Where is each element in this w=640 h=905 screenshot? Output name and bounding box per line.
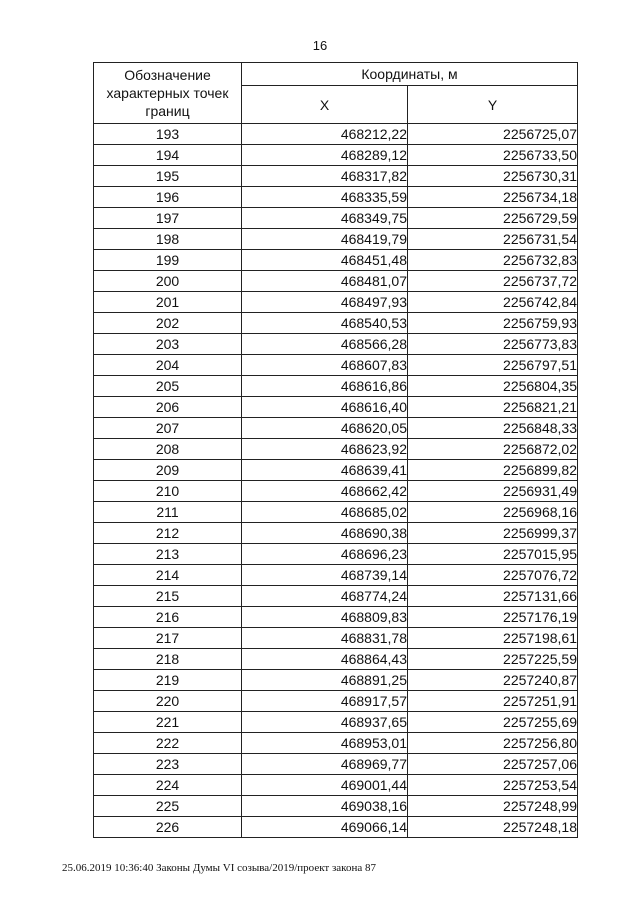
coord-x: 468566,28 (242, 334, 408, 355)
coord-y: 2257176,19 (408, 607, 578, 628)
coord-y: 2257015,95 (408, 544, 578, 565)
coord-x: 468620,05 (242, 418, 408, 439)
table-row (94, 565, 578, 586)
table-row (94, 439, 578, 460)
coord-x: 469038,16 (242, 796, 408, 817)
point-number: 219 (94, 670, 242, 691)
coord-y: 2256742,84 (408, 292, 578, 313)
coord-y: 2256730,31 (408, 166, 578, 187)
coord-y: 2256725,07 (408, 124, 578, 145)
table-row (94, 292, 578, 313)
coord-x: 468607,83 (242, 355, 408, 376)
coord-y: 2256804,35 (408, 376, 578, 397)
table-row (94, 502, 578, 523)
coord-x: 468685,02 (242, 502, 408, 523)
table-row (94, 544, 578, 565)
coord-x: 468616,86 (242, 376, 408, 397)
point-number: 208 (94, 439, 242, 460)
table-row (94, 628, 578, 649)
coord-x: 468831,78 (242, 628, 408, 649)
coord-x: 468317,82 (242, 166, 408, 187)
coord-y: 2257225,59 (408, 649, 578, 670)
point-number: 205 (94, 376, 242, 397)
coord-y: 2256729,59 (408, 208, 578, 229)
coord-x: 468953,01 (242, 733, 408, 754)
coord-y: 2257248,18 (408, 817, 578, 838)
coord-x: 468616,40 (242, 397, 408, 418)
coord-x: 468639,41 (242, 460, 408, 481)
coord-y: 2256931,49 (408, 481, 578, 502)
table-row (94, 124, 578, 145)
point-number: 195 (94, 166, 242, 187)
point-number: 206 (94, 397, 242, 418)
point-number: 226 (94, 817, 242, 838)
coord-y: 2257251,91 (408, 691, 578, 712)
coord-y: 2256797,51 (408, 355, 578, 376)
table-row (94, 523, 578, 544)
coord-y: 2256732,83 (408, 250, 578, 271)
table-row (94, 649, 578, 670)
point-number: 197 (94, 208, 242, 229)
coord-y: 2256734,18 (408, 187, 578, 208)
table-row (94, 229, 578, 250)
point-number: 221 (94, 712, 242, 733)
coord-x: 468497,93 (242, 292, 408, 313)
table-row (94, 607, 578, 628)
point-number: 220 (94, 691, 242, 712)
point-number: 203 (94, 334, 242, 355)
coord-x: 468623,92 (242, 439, 408, 460)
coord-y: 2256759,93 (408, 313, 578, 334)
point-number: 193 (94, 124, 242, 145)
table-row (94, 733, 578, 754)
header-x: X (242, 86, 408, 124)
coord-x: 469066,14 (242, 817, 408, 838)
table-row (94, 712, 578, 733)
coord-x: 468481,07 (242, 271, 408, 292)
point-number: 196 (94, 187, 242, 208)
table-row (94, 796, 578, 817)
point-number: 201 (94, 292, 242, 313)
table-row (94, 208, 578, 229)
header-y: Y (408, 86, 578, 124)
table-row (94, 313, 578, 334)
table-row (94, 418, 578, 439)
coord-x: 468937,65 (242, 712, 408, 733)
table-row (94, 334, 578, 355)
point-number: 212 (94, 523, 242, 544)
coord-x: 468690,38 (242, 523, 408, 544)
table-row (94, 271, 578, 292)
coord-y: 2256773,83 (408, 334, 578, 355)
coord-x: 468891,25 (242, 670, 408, 691)
coord-y: 2256872,02 (408, 439, 578, 460)
header-coordinates: Координаты, м (242, 63, 578, 86)
coord-x: 468349,75 (242, 208, 408, 229)
coord-x: 468289,12 (242, 145, 408, 166)
point-number: 194 (94, 145, 242, 166)
table-row (94, 166, 578, 187)
coord-x: 468917,57 (242, 691, 408, 712)
coord-y: 2257131,66 (408, 586, 578, 607)
coord-x: 468540,53 (242, 313, 408, 334)
table-row (94, 460, 578, 481)
table-row (94, 754, 578, 775)
page-number: 16 (312, 38, 328, 53)
table-row (94, 376, 578, 397)
coord-x: 468774,24 (242, 586, 408, 607)
table-row (94, 775, 578, 796)
coord-y: 2256731,54 (408, 229, 578, 250)
coord-y: 2256848,33 (408, 418, 578, 439)
coord-x: 468969,77 (242, 754, 408, 775)
table-row (94, 817, 578, 838)
coord-y: 2256999,37 (408, 523, 578, 544)
point-number: 209 (94, 460, 242, 481)
coord-y: 2256737,72 (408, 271, 578, 292)
coord-y: 2257076,72 (408, 565, 578, 586)
coord-y: 2257198,61 (408, 628, 578, 649)
coord-x: 468335,59 (242, 187, 408, 208)
point-number: 215 (94, 586, 242, 607)
point-number: 202 (94, 313, 242, 334)
point-number: 222 (94, 733, 242, 754)
coord-y: 2257240,87 (408, 670, 578, 691)
coord-x: 468419,79 (242, 229, 408, 250)
point-number: 225 (94, 796, 242, 817)
table-row (94, 250, 578, 271)
coord-x: 468696,23 (242, 544, 408, 565)
point-number: 199 (94, 250, 242, 271)
table-row (94, 355, 578, 376)
point-number: 214 (94, 565, 242, 586)
coord-y: 2256821,21 (408, 397, 578, 418)
table-row (94, 187, 578, 208)
coord-y: 2256968,16 (408, 502, 578, 523)
coord-y: 2256899,82 (408, 460, 578, 481)
coord-y: 2257248,99 (408, 796, 578, 817)
point-number: 198 (94, 229, 242, 250)
table-row (94, 691, 578, 712)
point-number: 217 (94, 628, 242, 649)
coordinates-table (93, 62, 578, 838)
coord-x: 468451,48 (242, 250, 408, 271)
point-number: 204 (94, 355, 242, 376)
point-number: 200 (94, 271, 242, 292)
point-number: 218 (94, 649, 242, 670)
table-body (94, 124, 578, 838)
point-number: 213 (94, 544, 242, 565)
coord-y: 2257255,69 (408, 712, 578, 733)
coord-y: 2257257,06 (408, 754, 578, 775)
point-number: 207 (94, 418, 242, 439)
table-row (94, 670, 578, 691)
coord-x: 468212,22 (242, 124, 408, 145)
point-number: 216 (94, 607, 242, 628)
coord-y: 2257253,54 (408, 775, 578, 796)
table-row (94, 145, 578, 166)
point-number: 223 (94, 754, 242, 775)
point-number: 211 (94, 502, 242, 523)
coord-x: 468864,43 (242, 649, 408, 670)
coord-x: 468809,83 (242, 607, 408, 628)
point-number: 224 (94, 775, 242, 796)
point-number: 210 (94, 481, 242, 502)
header-point-designation: Обозначение характерных точек границ (94, 63, 242, 124)
table-row (94, 397, 578, 418)
coord-x: 468662,42 (242, 481, 408, 502)
table-row (94, 586, 578, 607)
footer-stamp: 25.06.2019 10:36:40 Законы Думы VI созыва/2019/проект закона 87 (62, 862, 376, 874)
coord-x: 469001,44 (242, 775, 408, 796)
table-row (94, 481, 578, 502)
coord-x: 468739,14 (242, 565, 408, 586)
coord-y: 2257256,80 (408, 733, 578, 754)
coord-y: 2256733,50 (408, 145, 578, 166)
